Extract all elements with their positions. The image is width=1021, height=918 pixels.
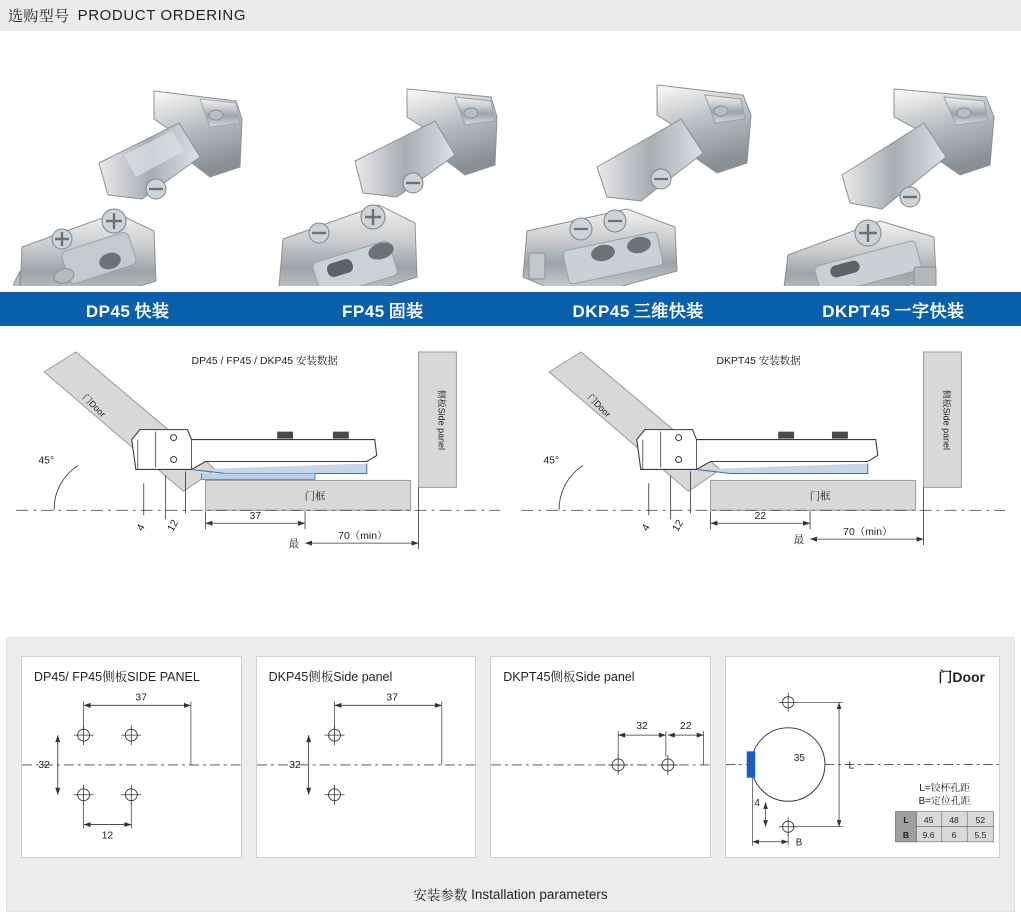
drilling-pattern-dp45-svg [22, 657, 241, 857]
product-photo-dkp45 [511, 42, 764, 292]
panel-footer-en: Installation parameters [471, 886, 608, 902]
diagram-right-dim-12: 12 [670, 518, 686, 534]
drilling-pattern-dkp45-svg [257, 657, 476, 857]
diagram-left-dim-min-prefix: 最 [288, 539, 300, 551]
panel-cell-dp45-fp45-side [21, 656, 242, 858]
panel-cell-title: DKP45侧板Side panel [268, 670, 393, 684]
diagram-left-door-label: 门Door [80, 392, 108, 420]
hinge-illustration-icon [511, 71, 761, 286]
product-photo-dp45 [4, 42, 257, 292]
diagram-dkpt45 [517, 344, 1010, 575]
installation-parameters-panel [6, 637, 1015, 912]
diagram-left-svg [12, 344, 505, 575]
panel-cell-dim-32: 32 [636, 721, 649, 733]
panel-row [7, 638, 1014, 858]
product-name: 固装 [388, 301, 424, 321]
diagram-dp45-fp45-dkp45 [12, 344, 505, 575]
door-note-b: B=定位孔距 [918, 796, 971, 808]
diagram-left-dim-min: 70（min） [338, 531, 388, 543]
page-header [0, 0, 1021, 32]
panel-cell-title: DKPT45侧板Side panel [503, 670, 635, 684]
panel-cell-dim-37: 37 [385, 692, 398, 704]
table-cell: 5.5 [974, 830, 987, 841]
panel-cell-title: DP45/ FP45侧板SIDE PANEL [34, 670, 200, 684]
product-code: FP45 [342, 301, 385, 321]
diagram-right-dim-4: 4 [639, 522, 653, 534]
diagram-left-frame-label: 门框 [304, 491, 326, 503]
diagram-left-title: DP45 / FP45 / DKP45 安装数据 [191, 355, 338, 367]
product-name: 三维快装 [633, 301, 704, 321]
diagram-right-dim-22: 22 [753, 511, 766, 523]
hinge-illustration-icon [764, 71, 1014, 286]
product-name: 一字快装 [894, 301, 965, 321]
table-cell: 52 [975, 814, 985, 825]
product-photo-strip [0, 32, 1021, 292]
table-cell: 45 [923, 814, 934, 825]
diagram-right-title: DKPT45 安装数据 [715, 355, 801, 367]
panel-cell-dim-22: 22 [680, 721, 692, 733]
product-code: DKP45 [572, 301, 630, 321]
table-cell: 48 [949, 814, 959, 825]
door-dim-35: 35 [793, 752, 805, 764]
table-cell: 6 [951, 830, 957, 841]
product-code: DKPT45 [822, 301, 891, 321]
page-title-cn: 选购型号 [8, 8, 70, 25]
table-row-key-l: L [903, 814, 909, 825]
product-photo-dkpt45 [764, 42, 1017, 292]
product-label-dkp45 [511, 297, 766, 322]
drilling-pattern-dkpt45-svg [491, 657, 710, 857]
panel-cell-dim-37: 37 [135, 692, 148, 704]
product-name: 快装 [134, 301, 170, 321]
door-dim-4: 4 [754, 797, 760, 809]
diagram-right-angle: 45° [542, 455, 559, 467]
door-dim-B: B [795, 837, 803, 849]
diagram-right-door-label: 门Door [585, 392, 613, 420]
hinge-illustration-icon [257, 71, 507, 286]
door-parameter-table [895, 812, 993, 842]
diagram-left-dim-12: 12 [165, 518, 182, 534]
panel-cell-dim-12: 12 [101, 830, 114, 842]
panel-cell-dim-32: 32 [38, 759, 50, 771]
diagram-right-side-panel-label: 侧板Side panel [940, 389, 951, 451]
diagram-left-dim-37: 37 [249, 511, 262, 523]
panel-cell-door [725, 656, 1000, 858]
door-dim-L: L [848, 760, 854, 772]
table-cell: 9.6 [922, 830, 935, 841]
panel-cell-dkpt45-side [490, 656, 711, 858]
panel-footer [7, 877, 1014, 911]
diagram-left-angle: 45° [38, 455, 55, 467]
panel-cell-title: 门Door [938, 669, 986, 685]
product-label-dp45 [0, 297, 255, 322]
hinge-illustration-icon [4, 71, 254, 286]
panel-cell-dim-32: 32 [288, 759, 301, 771]
panel-footer-cn: 安装参数 [413, 888, 468, 903]
page-title-en: PRODUCT ORDERING [77, 7, 247, 24]
diagram-right-dim-min-prefix: 最 [793, 535, 804, 547]
product-label-bar [0, 292, 1021, 326]
diagram-right-frame-label: 门框 [809, 491, 830, 503]
panel-cell-dkp45-side [256, 656, 477, 858]
product-photo-fp45 [257, 42, 510, 292]
product-label-fp45 [255, 297, 510, 322]
technical-diagram-band [0, 326, 1021, 581]
table-row-key-b: B [902, 830, 909, 841]
product-code: DP45 [85, 301, 131, 321]
diagram-left-dim-4: 4 [135, 522, 148, 534]
product-label-dkpt45 [766, 297, 1021, 322]
diagram-right-dim-min: 70（min） [842, 527, 892, 539]
door-drilling-pattern-svg [726, 657, 999, 857]
diagram-right-svg [517, 344, 1010, 575]
diagram-left-side-panel-label: 侧板Side panel [436, 389, 447, 451]
door-note-l: L=铰杯孔距 [918, 782, 970, 794]
